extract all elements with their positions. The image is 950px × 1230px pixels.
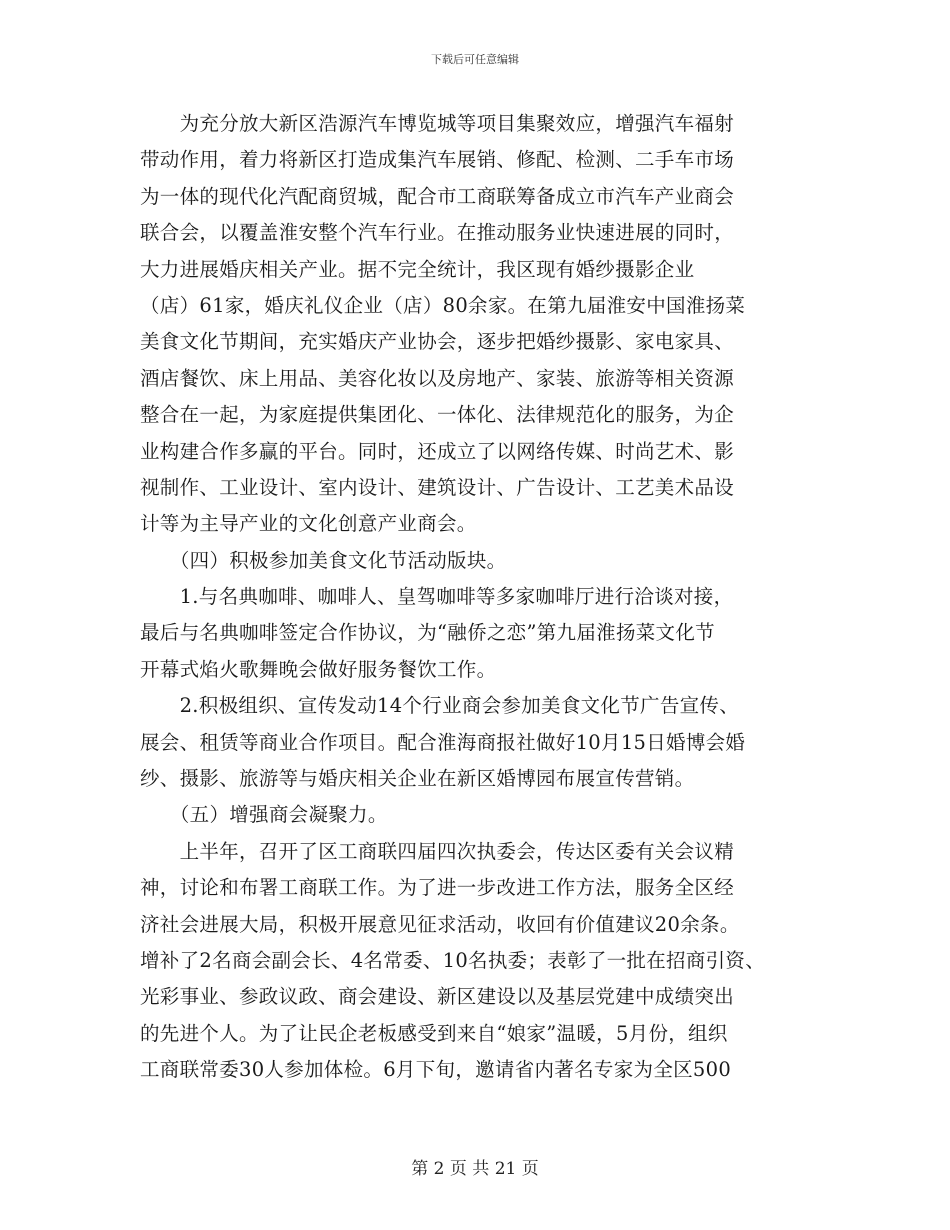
text-line: 酒店餐饮、床上用品、美容化妆以及房地产、家装、旅游等相关资源 bbox=[140, 366, 735, 390]
section-heading: （四）积极参加美食文化节活动版块。 bbox=[140, 548, 507, 572]
text-line: 业构建合作多赢的平台。同时，还成立了以网络传媒、时尚艺术、影 bbox=[140, 439, 735, 463]
text-line: 工商联常委30人参加体检。6月下旬，邀请省内著名专家为全区500 bbox=[140, 1058, 732, 1082]
text-line: 为一体的现代化汽配商贸城，配合市工商联筹备成立市汽车产业商会 bbox=[140, 184, 735, 208]
section-heading: （五）增强商会凝聚力。 bbox=[140, 803, 388, 827]
text-line: 为充分放大新区浩源汽车博览城等项目集聚效应，增强汽车福射 bbox=[140, 112, 735, 135]
text-line: 2.积极组织、宣传发动14个行业商会参加美食文化节广告宣传、 bbox=[140, 694, 740, 718]
text-line: 联合会，以覆盖淮安整个汽车行业。在推动服务业快速进展的同时， bbox=[140, 221, 735, 245]
text-line: 神，讨论和布署工商联工作。为了进一步改进工作方法，服务全区经 bbox=[140, 876, 735, 900]
text-line: 整合在一起，为家庭提供集团化、一体化、法律规范化的服务，为企 bbox=[140, 403, 735, 427]
text-line: 光彩事业、参政议政、商会建设、新区建设以及基层党建中成绩突出 bbox=[140, 985, 735, 1009]
text-line: 增补了2名商会副会长、4名常委、10名执委；表彰了一批在招商引资、 bbox=[140, 948, 766, 972]
text-line: 纱、摄影、旅游等与婚庆相关企业在新区婚博园布展宣传营销。 bbox=[140, 767, 695, 791]
text-line: 展会、租赁等商业合作项目。配合淮海商报社做好10月15日婚博会婚 bbox=[140, 730, 746, 754]
text-line: 济社会进展大局，积极开展意见征求活动，收回有价值建议20余条。 bbox=[140, 912, 740, 936]
text-line: 大力进展婚庆相关产业。据不完全统计，我区现有婚纱摄影企业 bbox=[140, 257, 695, 281]
text-line: 的先进个人。为了让民企老板感受到来自“娘家”温暖，5月份，组织 bbox=[140, 1021, 728, 1045]
text-line: （店）61家，婚庆礼仪企业（店）80余家。在第九届淮安中国淮扬菜 bbox=[140, 293, 746, 317]
text-line: 上半年，召开了区工商联四届四次执委会，传达区委有关会议精 bbox=[140, 839, 735, 863]
text-line: 美食文化节期间，充实婚庆产业协会，逐步把婚纱摄影、家电家具、 bbox=[140, 330, 735, 354]
text-line: 最后与名典咖啡签定合作协议，为“融侨之恋”第九届淮扬菜文化节 bbox=[140, 621, 715, 645]
text-line: 1.与名典咖啡、咖啡人、皇驾咖啡等多家咖啡厅进行洽谈对接， bbox=[140, 585, 734, 609]
text-line: 视制作、工业设计、室内设计、建筑设计、广告设计、工艺美术品设 bbox=[140, 475, 735, 499]
text-line: 带动作用，着力将新区打造成集汽车展销、修配、检测、二手车市场 bbox=[140, 148, 735, 172]
text-line: 开幕式焰火歌舞晚会做好服务餐饮工作。 bbox=[140, 657, 497, 681]
text-line: 计等为主导产业的文化创意产业商会。 bbox=[140, 512, 477, 536]
page-footer: 第 2 页 共 21 页 bbox=[411, 1159, 539, 1179]
page-header: 下载后可任意编辑 bbox=[431, 53, 519, 66]
document-body bbox=[140, 106, 820, 1089]
